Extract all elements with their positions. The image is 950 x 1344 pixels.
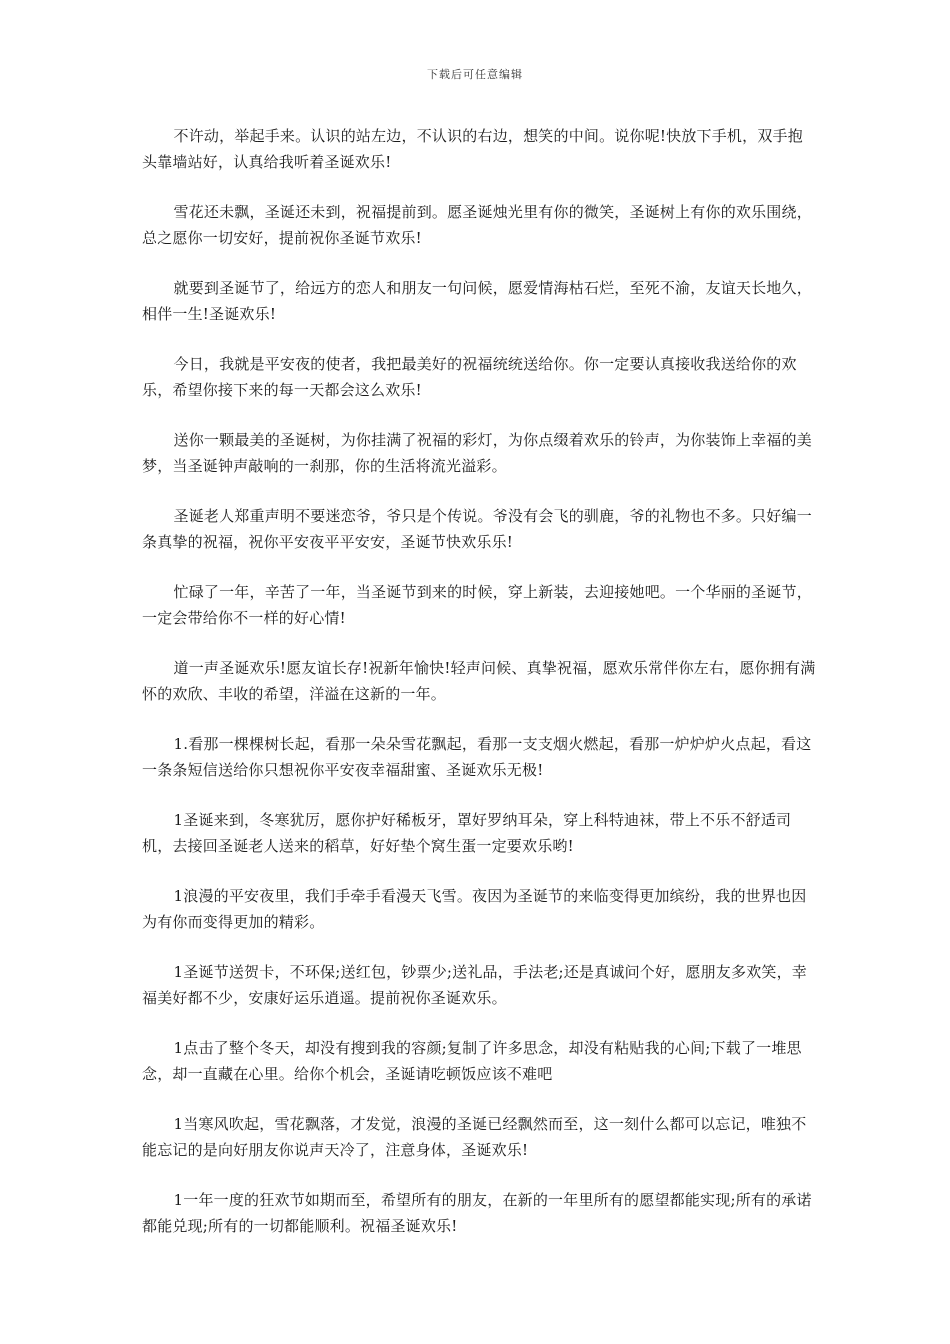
- paragraph-15: 1一年一度的狂欢节如期而至，希望所有的朋友，在新的一年里所有的愿望都能实现;所有的承诺都能兑现;所有的一切都能顺利。祝福圣诞欢乐!: [142, 1191, 812, 1235]
- paragraph-8: 道一声圣诞欢乐!愿友谊长存!祝新年愉快!轻声问候、真挚祝福，愿欢乐常伴你左右，愿你拥有满怀的欢欣、丰收的希望，洋溢在这新的一年。: [142, 659, 816, 703]
- paragraph-11: 1浪漫的平安夜里，我们手牵手看漫天飞雪。夜因为圣诞节的来临变得更加缤纷，我的世界也因为有你而变得更加的精彩。: [142, 887, 807, 931]
- paragraph-13: 1点击了整个冬天，却没有搜到我的容颜;复制了许多思念，却没有粘贴我的心间;下载了一堆思念，却一直藏在心里。给你个机会，圣诞请吃顿饭应该不难吧: [142, 1039, 802, 1083]
- page-header-note: 下载后可任意编辑: [427, 68, 523, 81]
- paragraph-7: 忙碌了一年，辛苦了一年，当圣诞节到来的时候，穿上新装，去迎接她吧。一个华丽的圣诞节，一定会带给你不一样的好心情!: [142, 583, 812, 627]
- paragraph-9: 1.看那一棵棵树长起，看那一朵朵雪花飘起，看那一支支烟火燃起，看那一炉炉炉火点起，看这一条条短信送给你只想祝你平安夜幸福甜蜜、圣诞欢乐无极!: [142, 735, 812, 779]
- paragraph-12: 1圣诞节送贺卡，不环保;送红包，钞票少;送礼品，手法老;还是真诚问个好，愿朋友多欢笑，幸福美好都不少，安康好运乐逍遥。提前祝你圣诞欢乐。: [142, 963, 808, 1007]
- paragraph-1: 不许动，举起手来。认识的站左边，不认识的右边，想笑的中间。说你呢!快放下手机，双手抱头靠墙站好，认真给我听着圣诞欢乐!: [142, 127, 803, 171]
- paragraph-6: 圣诞老人郑重声明不要迷恋爷，爷只是个传说。爷没有会飞的驯鹿，爷的礼物也不多。只好编一条真挚的祝福，祝你平安夜平平安安，圣诞节快欢乐乐!: [142, 507, 812, 551]
- paragraph-5: 送你一颗最美的圣诞树，为你挂满了祝福的彩灯，为你点缀着欢乐的铃声，为你装饰上幸福的美梦，当圣诞钟声敲响的一刹那，你的生活将流光溢彩。: [142, 431, 812, 475]
- paragraph-4: 今日，我就是平安夜的使者，我把最美好的祝福统统送给你。你一定要认真接收我送给你的欢乐，希望你接下来的每一天都会这么欢乐!: [142, 355, 797, 399]
- paragraph-10: 1圣诞来到，冬寒犹厉，愿你护好稀板牙，罩好罗纳耳朵，穿上科特迪袜，带上不乐不舒适司机，去接回圣诞老人送来的稻草，好好垫个窝生蛋一定要欢乐哟!: [142, 811, 792, 855]
- paragraph-3: 就要到圣诞节了，给远方的恋人和朋友一句问候，愿爱情海枯石烂，至死不渝，友谊天长地久，相伴一生!圣诞欢乐!: [142, 279, 812, 323]
- paragraph-14: 1当寒风吹起，雪花飘落，才发觉，浪漫的圣诞已经飘然而至，这一刻什么都可以忘记，唯独不能忘记的是向好朋友你说声天冷了，注意身体，圣诞欢乐!: [142, 1115, 807, 1159]
- paragraph-2: 雪花还未飘，圣诞还未到，祝福提前到。愿圣诞烛光里有你的微笑，圣诞树上有你的欢乐围绕，总之愿你一切安好，提前祝你圣诞节欢乐!: [142, 203, 812, 247]
- document-body: [142, 123, 818, 1263]
